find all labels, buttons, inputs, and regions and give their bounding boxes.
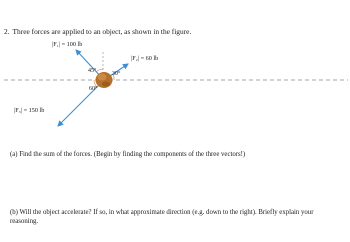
object-highlight (98, 74, 107, 81)
angle-arc-45 (96, 69, 103, 72)
object-shadow (102, 82, 110, 87)
force3-label: |F₃| = 150 lb (14, 107, 45, 114)
problem-number: 2. (4, 27, 10, 36)
question-b: (b) Will the object accelerate? If so, in what approximate direction (e.g. down to the right). Briefly explain your reasoning. (10, 209, 314, 225)
angle-label-30: 30° (112, 71, 121, 77)
angle-label-45: 45° (88, 68, 97, 74)
problem-text: Three forces are applied to an object, as shown in the figure. (12, 27, 192, 36)
force1-label: |F₁| = 100 lb (52, 41, 83, 48)
angle-label-60: 60° (89, 86, 98, 92)
question-a: (a) Find the sum of the forces. (Begin by finding the components of the three vectors!) (10, 151, 246, 158)
force2-label: |F₂| = 60 lb (131, 55, 159, 62)
